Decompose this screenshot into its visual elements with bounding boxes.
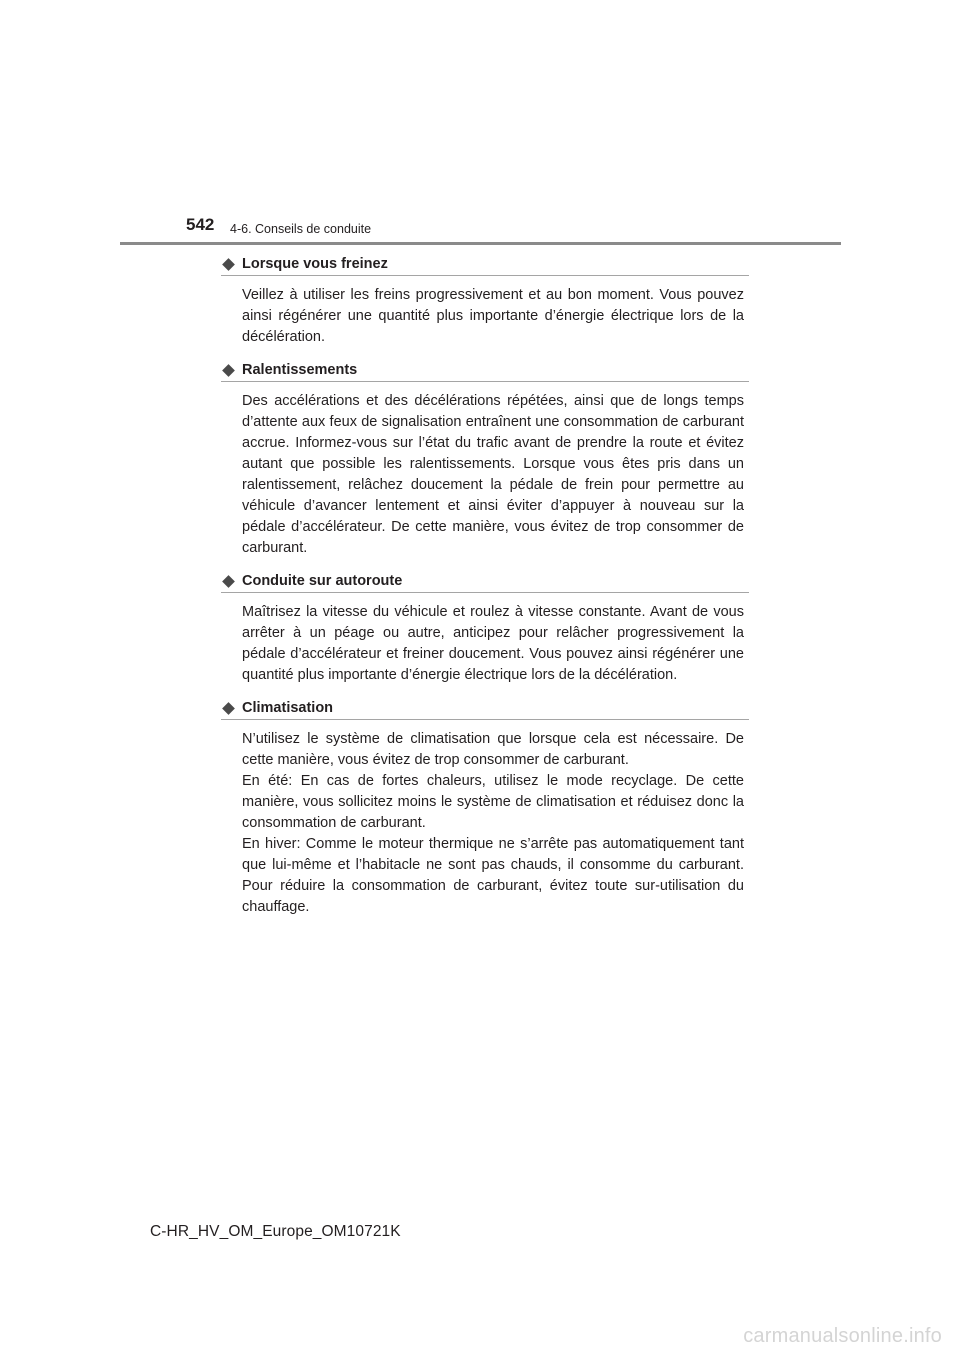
header-rule: [120, 242, 841, 245]
paragraph: En hiver: Comme le moteur thermique ne s’arrête pas automatiquement tant que lui-même et l’habitacle ne sont pas chauds, il consomme du carburant. Pour réduire la consommation de carburant, évitez toute sur-utilisation du chauffage.: [242, 836, 744, 915]
paragraph: Des accélérations et des décélérations répétées, ainsi que de longs temps d’attente aux feux de signalisation entraînent une consommation de carburant accrue. Informez-vous sur l’état du trafic avant de prendre la route et évitez autant que possible les ralentissements. Lorsque vous êtes pris dans un ralentissement, relâchez doucement la pédale de frein pour permettre au véhicule d’avancer lentement et ainsi éviter d’appuyer à nouveau sur la pédale d’accélérateur. De cette manière, vous évitez de trop consommer de carburant.: [242, 393, 744, 556]
footer-doc-code: C-HR_HV_OM_Europe_OM10721K: [150, 1223, 401, 1240]
section-heading: [221, 698, 749, 720]
section-body: [242, 602, 744, 686]
paragraph: N’utilisez le système de climatisation que lorsque cela est nécessaire. De cette manière, vous évitez de trop consommer de carburant.: [242, 731, 744, 768]
section-braking: [221, 254, 749, 348]
content: [221, 254, 749, 930]
section-heading: [221, 571, 749, 593]
paragraph: Maîtrisez la vitesse du véhicule et roulez à vitesse constante. Avant de vous arrêter à un péage ou autre, anticipez pour relâcher progressivement la pédale d’accélérateur et freiner doucement. Vous pouvez ainsi régénérer une quantité plus importante d’énergie électrique lors de la décélération.: [242, 604, 744, 683]
section-heading: [221, 360, 749, 382]
page-number: 542: [186, 215, 215, 234]
section-highway-driving: [221, 571, 749, 686]
section-body: [242, 391, 744, 559]
section-title: Lorsque vous freinez: [242, 256, 388, 272]
watermark: carmanualsonline.info: [743, 1325, 942, 1347]
section-body: [242, 729, 744, 918]
paragraph: Veillez à utiliser les freins progressivement et au bon moment. Vous pouvez ainsi régénérer une quantité plus importante d’énergie électrique lors de la décélération.: [242, 287, 744, 345]
section-title: Ralentissements: [242, 362, 358, 378]
diamond-bullet-icon: [221, 363, 236, 378]
diamond-bullet-icon: [221, 257, 236, 272]
section-traffic-jams: [221, 360, 749, 559]
diamond-bullet-icon: [221, 701, 236, 716]
chapter-title: 4-6. Conseils de conduite: [230, 222, 372, 236]
section-heading: [221, 254, 749, 276]
section-title: Conduite sur autoroute: [242, 573, 403, 589]
diamond-bullet-icon: [221, 574, 236, 589]
paragraph: En été: En cas de fortes chaleurs, utilisez le mode recyclage. De cette manière, vous sollicitez moins le système de climatisation et réduisez donc la consommation de carburant.: [242, 773, 744, 831]
section-air-conditioning: [221, 698, 749, 918]
section-title: Climatisation: [242, 700, 334, 716]
section-body: [242, 285, 744, 348]
